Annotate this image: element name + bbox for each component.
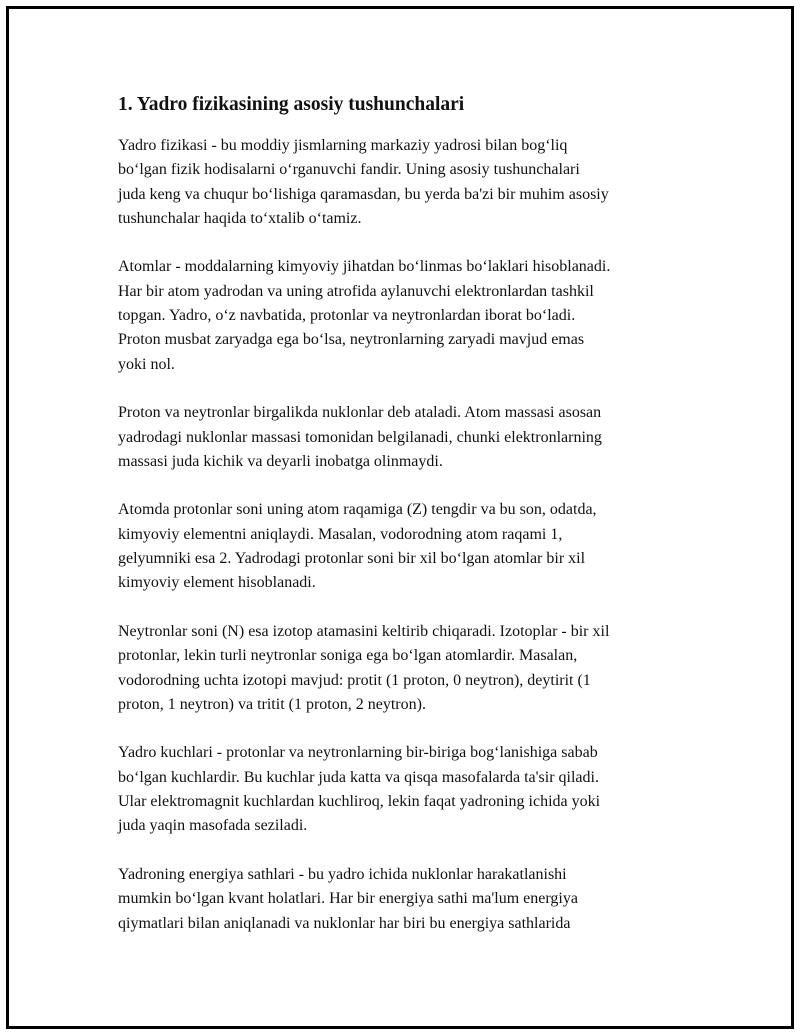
paragraph-isotopes xyxy=(118,620,698,717)
text-line: Neytronlar soni (N) esa izotop atamasini keltirib chiqaradi. Izotoplar - bir xil xyxy=(118,622,610,640)
text-line: tushunchalar haqida to‘xtalib o‘tamiz. xyxy=(118,209,362,227)
text-line: Yadro fizikasi - bu moddiy jismlarning markaziy yadrosi bilan bog‘liq xyxy=(118,137,568,154)
text-line: yadrodagi nuklonlar massasi tomonidan belgilanadi, chunki elektronlarning xyxy=(118,428,602,446)
text-line: gelyumniki esa 2. Yadrodagi protonlar soni bir xil bo‘lgan atomlar bir xil xyxy=(118,550,586,568)
text-line: bo‘lgan fizik hodisalarni o‘rganuvchi fandir. Uning asosiy tushunchalari xyxy=(118,161,580,179)
text-line: Yadroning energiya sathlari - bu yadro ichida nuklonlar harakatlanishi xyxy=(118,865,567,883)
document-body xyxy=(118,93,698,960)
text-line: bo‘lgan kuchlardir. Bu kuchlar juda katta va qisqa masofalarda ta'sir qiladi. xyxy=(118,768,599,786)
text-line: proton, 1 neytron) va tritit (1 proton, 2 neytron). xyxy=(118,695,426,713)
paragraph-intro xyxy=(118,134,698,231)
text-line: Atomda protonlar soni uning atom raqamiga (Z) tengdir va bu son, odatda, xyxy=(118,501,597,519)
text-line: mumkin bo‘lgan kvant holatlari. Har bir energiya sathi ma'lum energiya xyxy=(118,890,578,908)
paragraph-atoms xyxy=(118,255,698,376)
text-line: juda yaqin masofada seziladi. xyxy=(118,817,308,835)
text-line: kimyoviy element hisoblanadi. xyxy=(118,574,316,592)
text-line: Proton musbat zaryadga ega bo‘lsa, neytronlarning zaryadi mavjud emas xyxy=(118,331,585,349)
text-line: kimyoviy elementni aniqlaydi. Masalan, vodorodning atom raqami 1, xyxy=(118,525,563,543)
text-line: vodorodning uchta izotopi mavjud: protit (1 proton, 0 neytron), deytirit (1 xyxy=(118,671,591,689)
text-line: Ular elektromagnit kuchlardan kuchliroq, lekin faqat yadroning ichida yoki xyxy=(118,793,601,811)
text-line: qiymatlari bilan aniqlanadi va nuklonlar har biri bu energiya sathlarida xyxy=(118,914,571,932)
text-line: Yadro kuchlari - protonlar va neytronlarning bir-biriga bog‘lanishiga sabab xyxy=(118,744,598,762)
text-line: Proton va neytronlar birgalikda nuklonlar deb ataladi. Atom massasi asosan xyxy=(118,404,602,422)
paragraph-atomic-number xyxy=(118,498,698,595)
text-line: topgan. Yadro, o‘z navbatida, protonlar va neytronlardan iborat bo‘ladi. xyxy=(118,307,576,325)
paragraph-nucleons xyxy=(118,401,698,474)
text-line: massasi juda kichik va deyarli inobatga olinmaydi. xyxy=(118,452,443,470)
paragraph-nuclear-forces xyxy=(118,741,698,838)
text-line: Atomlar - moddalarning kimyoviy jihatdan bo‘linmas bo‘laklari hisoblanadi. xyxy=(118,258,611,276)
text-line: yoki nol. xyxy=(118,355,175,373)
section-heading: 1. Yadro fizikasining asosiy tushunchalari xyxy=(118,94,465,115)
text-line: protonlar, lekin turli neytronlar soniga ega bo‘lgan atomlardir. Masalan, xyxy=(118,647,578,665)
paragraph-energy-levels xyxy=(118,863,698,936)
text-line: juda keng va chuqur bo‘lishiga qaramasdan, bu yerda ba'zi bir muhim asosiy xyxy=(118,185,609,203)
text-line: Har bir atom yadrodan va uning atrofida aylanuvchi elektronlardan tashkil xyxy=(118,282,594,300)
